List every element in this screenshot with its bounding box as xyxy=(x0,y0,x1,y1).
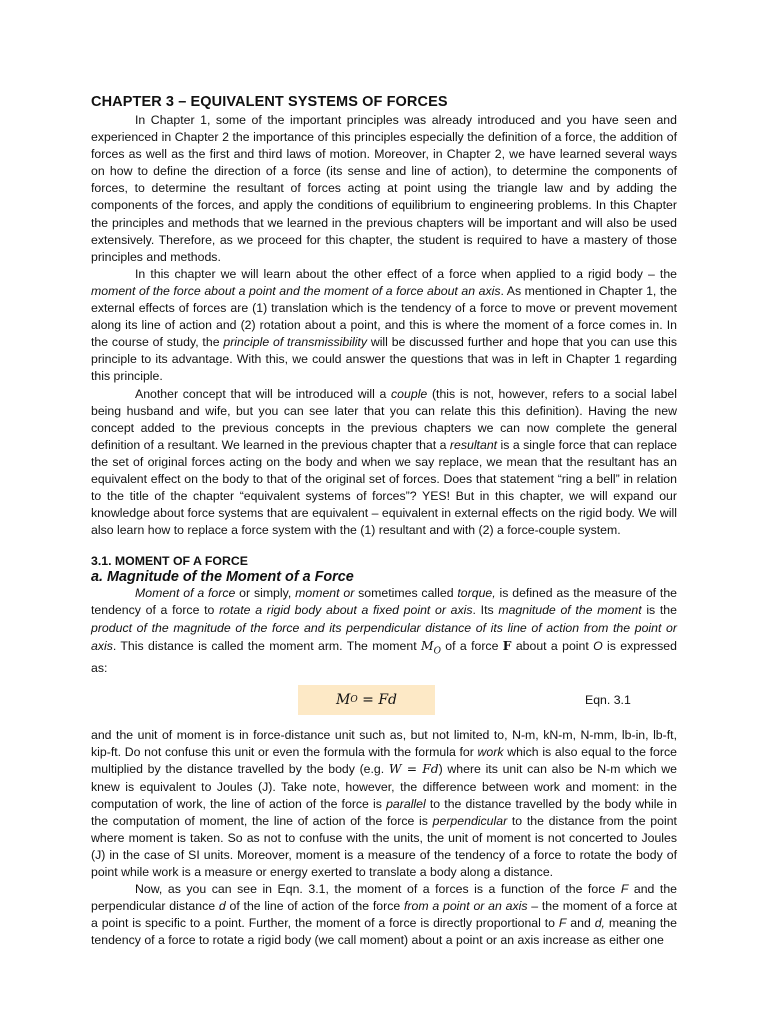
unit-text-c: which is also equal to the force multiplied by the distance travelled by the body (e.g. xyxy=(91,745,677,777)
equation-lhs-subscript: O xyxy=(350,694,358,705)
unit-text-a: and the unit of moment is in force-distance unit such as, but not limited to, N-m, kN-m, N-mm, lb-in, lb-ft, kip-ft. Do not confuse this unit or even the formula with the formula for xyxy=(91,728,677,760)
intro-p3-text-a: Another concept that will be introduced will a xyxy=(135,386,392,401)
equation-box xyxy=(298,685,435,715)
moment-def-text-o: of a force xyxy=(440,638,503,653)
prop-text-c: and the perpendicular distance xyxy=(91,882,677,914)
section-heading: 3.1. MOMENT OF A FORCE xyxy=(91,554,248,569)
moment-def-text-s: is expressed as: xyxy=(91,638,677,676)
unit-emphasis-parallel: parallel xyxy=(386,796,426,811)
intro-paragraph-2 xyxy=(91,266,677,386)
intro-p2-text-a: In this chapter we will learn about the other effect of a force when applied to a rigid body – the xyxy=(135,266,677,281)
equation-label: Eqn. 3.1 xyxy=(585,693,631,708)
prop-emphasis-d2: d, xyxy=(594,916,605,931)
prop-text-k: meaning the tendency of a force to rotate a rigid body (we call moment) about a point or an axis increase as either one xyxy=(91,916,677,948)
moment-def-emphasis-torque: torque, xyxy=(457,586,496,601)
moment-def-text-q: about a point xyxy=(511,638,594,653)
moment-def-text-f: is defined as the measure of the tendency of a force to xyxy=(91,586,677,618)
intro-p2-text-c: . As mentioned in Chapter 1, the external effects of forces are (1) translation which is the tendency of a force to move or prevent movement along its line of action and (2) rotation about a point, and this is where the moment of a force comes in. In the course of study, the xyxy=(91,283,677,350)
point-symbol: O xyxy=(593,638,603,653)
moment-symbol: M xyxy=(420,638,434,653)
equation-row xyxy=(91,685,677,715)
moment-def-emphasis-magnitude: magnitude of the moment xyxy=(498,603,642,618)
moment-symbol-subscript: O xyxy=(433,646,441,657)
force-symbol: F xyxy=(502,637,512,653)
document-page xyxy=(91,92,677,949)
unit-emphasis-perpendicular: perpendicular xyxy=(432,813,508,828)
intro-p2-text-e: will be discussed further and hope that you can use this principle to its advantage. With this, we could answer the questions that was in left in Chapter 1 regarding this principle. xyxy=(91,335,677,384)
intro-p3-text-e: is a single force that can replace the set of original forces acting on the body and when we say replace, we mean that the resultant has an equivalent effect on the body to that of the original set of forces. Does that statement “ring a bell” in relation to the title of the chapter “equivalent systems of forces”? YES! But in this chapter, we will expand our knowledge about force systems that are equivalent – equivalent in external effects on the rigid body. We will also learn how to replace a force system with the (1) resultant and with (2) a force-couple system. xyxy=(91,437,677,538)
moment-def-emphasis-c: moment or xyxy=(295,586,355,601)
unit-paragraph xyxy=(91,727,677,881)
prop-text-e: of the line of action of the force xyxy=(225,899,404,914)
intro-paragraph-1 xyxy=(91,112,677,266)
unit-emphasis-work: work xyxy=(477,745,504,760)
prop-emphasis-f: F xyxy=(620,882,629,897)
prop-text-g: – the moment of a force at a point is specific to a point. Further, the moment of a force is directly proportional to xyxy=(91,899,677,931)
moment-definition-paragraph xyxy=(91,585,677,677)
intro-p2-emphasis-moment: moment of the force about a point and the moment of a force about an axis xyxy=(91,283,501,298)
equation-lhs: M xyxy=(335,691,351,708)
prop-emphasis-f2: F xyxy=(558,916,567,931)
moment-def-text-l: . This distance is called the moment arm. The moment xyxy=(112,638,421,653)
moment-def-emphasis-rotate: rotate a rigid body about a fixed point or axis xyxy=(219,603,473,618)
prop-emphasis-point-axis: from a point or an axis xyxy=(404,899,528,914)
work-formula: W = Fd xyxy=(388,762,439,777)
moment-def-text-b: or simply, xyxy=(235,586,296,601)
proportional-paragraph xyxy=(91,881,677,949)
intro-p2-emphasis-transmissibility: principle of transmissibility xyxy=(223,335,367,350)
prop-text-i: and xyxy=(566,916,595,931)
intro-paragraph-3 xyxy=(91,386,677,540)
prop-emphasis-d: d xyxy=(218,899,226,914)
intro-p3-text-c: (this is not, however, refers to a social label being husband and wife, but you can see later that you can relate this this definition). Having the new concept added to the previous concepts in the previous chapters we can now complete the general definition of a resultant. We learned in the previous chapter that a xyxy=(91,386,677,452)
moment-def-text-j: is the xyxy=(641,603,677,618)
unit-text-i: to the distance from the point where moment is taken. So as not to confuse with the units, the unit of moment is not concerted to Joules (J) in the case of SI units. Moreover, moment is a measure of the tendency of a force to rotate the body of point while work is a measure or energy exerted to translate a body along a distance. xyxy=(91,813,677,880)
moment-term: Moment of a force xyxy=(135,586,236,601)
equation-rhs: = Fd xyxy=(357,691,398,708)
intro-p1-text: In Chapter 1, some of the important principles was already introduced and you have seen and experienced in Chapter 2 the importance of this principles especially the definition of a force, the addition of forces as well as the first and third laws of motion. Moreover, in Chapter 2, we have learned several ways on how to define the direction of a force (its sense and line of action), to determine the components of forces, to determine the resultant of forces acting at point using the triangle law and by adding the components of the forces, and apply the conditions of equilibrium to engineering problems. In this Chapter the principles and methods that we learned in the previous chapters will be important and will also be used extensively. Therefore, as we proceed for this chapter, the student is required to have a mastery of those principles and methods. xyxy=(91,113,677,264)
moment-def-text-h: . Its xyxy=(472,603,499,618)
unit-text-g: to the distance travelled by the body while in the computation of moment, the line of action of the force is xyxy=(91,796,677,828)
intro-p3-emphasis-resultant: resultant xyxy=(449,437,498,452)
chapter-title: CHAPTER 3 – EQUIVALENT SYSTEMS OF FORCES xyxy=(91,94,448,110)
unit-text-e: ) where its unit can also be N-m which we knew is equivalent to Joules (J). Take note, however, the difference between work and moment: in the computation of work, the line of action of the force is xyxy=(91,762,677,811)
moment-def-emphasis-product: product of the magnitude of the force and its perpendicular distance of its line of action from the point or axis xyxy=(91,620,677,653)
moment-def-text-d: sometimes called xyxy=(354,586,458,601)
prop-text-a: Now, as you can see in Eqn. 3.1, the moment of a forces is a function of the force xyxy=(135,882,621,897)
intro-p3-emphasis-couple: couple xyxy=(391,386,428,401)
sub-heading: a. Magnitude of the Moment of a Force xyxy=(91,569,354,586)
